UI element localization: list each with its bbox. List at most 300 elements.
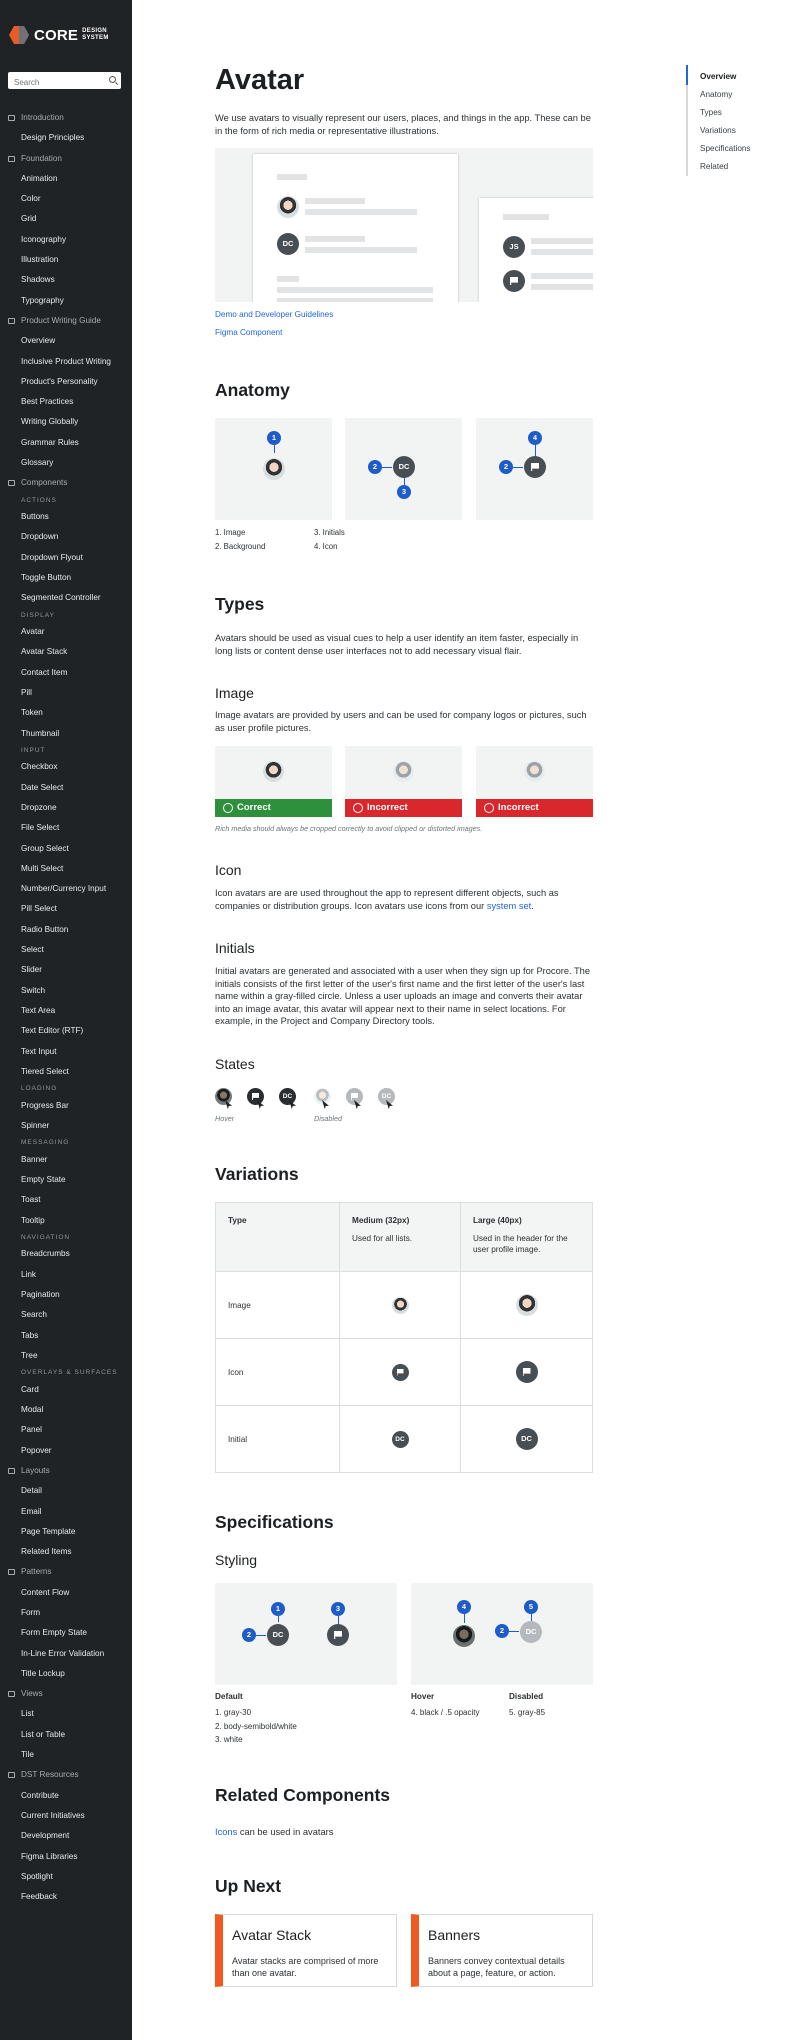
anatomy-image-tile xyxy=(215,418,332,520)
states-hover-caption: Hover xyxy=(215,1114,235,1123)
sidebar-label: Radio Button xyxy=(21,924,69,934)
incorrect-label-1 xyxy=(345,799,462,817)
sidebar-item-detail[interactable] xyxy=(0,1481,132,1501)
sidebar-item-panel[interactable] xyxy=(0,1420,132,1440)
check-circle-icon xyxy=(223,803,233,813)
sidebar-label: Modal xyxy=(21,1405,44,1415)
sidebar-label: Glossary xyxy=(21,458,54,468)
sidebar-label: Empty State xyxy=(21,1175,66,1185)
sidebar-item-toggle-button[interactable] xyxy=(0,568,132,588)
hero-avatar-icon xyxy=(503,270,525,292)
icon-desc-text: Icon avatars are are used throughout the app to represent different objects, such as companies or distribution groups. Icon avatars use icons from our xyxy=(215,888,559,911)
next-card-banners[interactable] xyxy=(411,1914,593,1987)
sidebar-group-label xyxy=(0,1136,132,1150)
sidebar-item-avatar-stack[interactable] xyxy=(0,642,132,662)
sidebar-item-buttons[interactable] xyxy=(0,507,132,527)
sidebar-label: Related Items xyxy=(21,1547,72,1557)
spec-marker-5: 5 xyxy=(524,1600,538,1614)
table-row xyxy=(216,1272,593,1339)
sidebar-label: Pill xyxy=(21,688,32,698)
sidebar-item-content-flow[interactable] xyxy=(0,1583,132,1603)
incorrect-label-2 xyxy=(476,799,593,817)
sidebar-nav xyxy=(0,108,132,1907)
spec-marker-2c: 2 xyxy=(495,1624,509,1638)
spec-default-list xyxy=(215,1706,297,1747)
toc-item-types[interactable]: Types xyxy=(700,108,722,117)
anatomy-legend-4: 4. Icon xyxy=(314,542,338,551)
sidebar-label: Title Lockup xyxy=(21,1668,65,1678)
sidebar-item-in-line-error-validation[interactable] xyxy=(0,1644,132,1664)
logo-sub-line1: DESIGN xyxy=(82,28,107,34)
sidebar-label: Number/Currency Input xyxy=(21,884,107,894)
sidebar-label: Toast xyxy=(21,1195,41,1205)
sidebar-label: Figma Libraries xyxy=(21,1851,78,1861)
sidebar-item-email[interactable] xyxy=(0,1502,132,1522)
toc-item-variations[interactable]: Variations xyxy=(700,126,736,135)
cell-icon-medium xyxy=(340,1339,461,1406)
spec-default-item-3: 3. white xyxy=(215,1735,243,1744)
hero-avatar-photo xyxy=(277,196,299,218)
spec-marker-1: 1 xyxy=(271,1602,285,1616)
sidebar-group-label xyxy=(0,609,132,623)
hero-card-right xyxy=(479,198,593,302)
spec-hover-label: Hover xyxy=(411,1692,435,1701)
sidebar-label: Color xyxy=(21,194,41,204)
anatomy-marker-2: 2 xyxy=(368,460,382,474)
sidebar-label: Popover xyxy=(21,1445,52,1455)
sidebar-item-checkbox[interactable] xyxy=(0,757,132,777)
sidebar-label: Typography xyxy=(21,295,64,305)
avatar-photo-incorrect-2 xyxy=(524,761,545,782)
sidebar-label: List or Table xyxy=(21,1729,65,1739)
prohibit-icon xyxy=(484,803,494,813)
anatomy-legend-3: 3. Initials xyxy=(314,528,345,537)
sidebar-label: Spotlight xyxy=(21,1871,53,1881)
sidebar-item-multi-select[interactable] xyxy=(0,859,132,879)
sidebar-label: INPUT xyxy=(21,746,46,754)
sidebar-label: Checkbox xyxy=(21,762,58,772)
flag-icon xyxy=(510,277,518,285)
sidebar-label: Search xyxy=(21,1310,47,1320)
sidebar-item-token[interactable] xyxy=(0,703,132,723)
sidebar-item-toast[interactable] xyxy=(0,1190,132,1210)
sidebar-item-typography[interactable] xyxy=(0,291,132,311)
correct-text: Correct xyxy=(237,802,271,813)
sidebar-item-empty-state[interactable] xyxy=(0,1170,132,1190)
initials-description: Initial avatars are generated and associated with a user when they sign up for Procore. The initials consists of the first letter of the user's first name and the first letter of the user's last name within a gray-filled circle. Unless a user uploads an image and converts their avatar into an image avatar, this avatar will appear next to their name in select locations. For example, in the Project and Company Directory tools. xyxy=(215,966,591,1026)
sidebar-label: Patterns xyxy=(21,1567,52,1577)
sidebar-group-label xyxy=(0,1082,132,1096)
spec-marker-3: 3 xyxy=(331,1602,345,1616)
sidebar-item-writing-globally[interactable] xyxy=(0,412,132,432)
sidebar-item-radio-button[interactable] xyxy=(0,920,132,940)
cell-image-large xyxy=(461,1272,593,1339)
sidebar-label: Dropdown xyxy=(21,532,59,542)
sidebar-item-select[interactable] xyxy=(0,940,132,960)
hero-avatar-initials: DC xyxy=(277,233,299,255)
anatomy-marker-3: 3 xyxy=(397,485,411,499)
sidebar-item-group-select[interactable] xyxy=(0,839,132,859)
sidebar-label: Slider xyxy=(21,965,42,975)
sidebar-item-iconography[interactable] xyxy=(0,230,132,250)
sidebar-label: Text Editor (RTF) xyxy=(21,1026,84,1036)
sidebar-item-modal[interactable] xyxy=(0,1400,132,1420)
sidebar-group-label xyxy=(0,1231,132,1245)
sidebar-item-search[interactable] xyxy=(0,1305,132,1325)
sidebar-label: DST Resources xyxy=(21,1770,79,1780)
spec-states-tile xyxy=(411,1583,593,1685)
flag-icon xyxy=(351,1093,358,1100)
icon-description xyxy=(215,887,595,912)
sidebar-item-text-input[interactable] xyxy=(0,1042,132,1062)
sidebar-item-pill-select[interactable] xyxy=(0,899,132,919)
flag-icon xyxy=(397,1369,404,1376)
sidebar-label: Thumbnail xyxy=(21,728,60,738)
col-medium-sub: Used for all lists. xyxy=(352,1234,413,1243)
spec-marker-4: 4 xyxy=(457,1600,471,1614)
sidebar-label: Tiered Select xyxy=(21,1066,69,1076)
image-caption: Rich media should always be cropped correctly to avoid clipped or distorted images. xyxy=(215,824,483,833)
icon-subheading: Icon xyxy=(215,862,242,878)
sidebar-item-figma-libraries[interactable] xyxy=(0,1847,132,1867)
sidebar-label: Views xyxy=(21,1689,43,1699)
toc-item-specifications[interactable]: Specifications xyxy=(700,144,751,153)
spec-avatar-hover xyxy=(453,1625,475,1647)
sidebar-label: Dropzone xyxy=(21,803,57,812)
next-card-avatar-stack[interactable] xyxy=(215,1914,397,1987)
sidebar-label: Form Empty State xyxy=(21,1628,87,1638)
flag-icon xyxy=(523,1368,531,1376)
search-icon[interactable] xyxy=(109,76,116,83)
spec-default-item-2: 2. body-semibold/white xyxy=(215,1721,297,1731)
col-large-sub: Used in the header for the user profile image. xyxy=(473,1234,568,1254)
sidebar-label: Date Select xyxy=(21,782,64,792)
sidebar-item-breadcrumbs[interactable] xyxy=(0,1244,132,1264)
sidebar-label: Layouts xyxy=(21,1465,50,1475)
sidebar-label: Breadcrumbs xyxy=(21,1249,70,1259)
sidebar-label: Multi Select xyxy=(21,863,64,873)
sidebar-label: Avatar xyxy=(21,627,45,637)
sidebar-label: Animation xyxy=(21,173,58,183)
sidebar-section-layouts[interactable] xyxy=(0,1461,132,1481)
sidebar-item-feedback[interactable] xyxy=(0,1887,132,1907)
flag-icon xyxy=(252,1093,259,1100)
hero-avatar-js: JS xyxy=(503,236,525,258)
demo-guidelines-link[interactable]: Demo and Developer Guidelines xyxy=(215,310,334,319)
folder-icon xyxy=(8,1772,15,1778)
sidebar-label: Tree xyxy=(21,1350,38,1360)
system-set-link[interactable]: system set xyxy=(486,900,532,911)
sidebar-item-banner[interactable] xyxy=(0,1150,132,1170)
cell-initial-large xyxy=(461,1406,593,1473)
cell-image-medium xyxy=(340,1272,461,1339)
next-card-description: Banners convey contextual details about a page, feature, or action. xyxy=(428,1956,565,1978)
logo-sub-line2: SYSTEM xyxy=(82,35,109,41)
sidebar-item-switch[interactable] xyxy=(0,981,132,1001)
sidebar-label: Detail xyxy=(21,1486,42,1496)
spec-avatar-initials: DC xyxy=(267,1624,289,1646)
spec-default-label: Default xyxy=(215,1692,243,1701)
spec-hover-item: 4. black / .5 opacity xyxy=(411,1708,480,1717)
sidebar-item-shadows[interactable] xyxy=(0,270,132,290)
col-medium-label: Medium (32px) xyxy=(352,1216,410,1225)
sidebar-item-tabs[interactable] xyxy=(0,1326,132,1346)
sidebar-item-spinner[interactable] xyxy=(0,1116,132,1136)
sidebar-label: Token xyxy=(21,708,43,718)
sidebar-item-pagination[interactable] xyxy=(0,1285,132,1305)
correct-label xyxy=(215,799,332,817)
spec-default-item-1: 1. gray-30 xyxy=(215,1708,252,1717)
sidebar-item-best-practices[interactable] xyxy=(0,392,132,412)
state-disabled-photo xyxy=(314,1088,331,1105)
types-heading: Types xyxy=(215,594,265,614)
row-label-image: Image xyxy=(216,1272,340,1339)
image-subheading: Image xyxy=(215,685,254,701)
sidebar-label: Illustration xyxy=(21,255,59,265)
sidebar-label: Tile xyxy=(21,1750,34,1760)
sidebar-label: Avatar Stack xyxy=(21,647,68,657)
sidebar-item-tooltip[interactable] xyxy=(0,1211,132,1231)
spec-avatar-icon xyxy=(327,1624,349,1646)
sidebar-label: Text Input xyxy=(21,1046,57,1056)
sidebar-item-dropzone[interactable] xyxy=(0,798,132,818)
sidebar-label: Contact Item xyxy=(21,667,68,677)
flag-icon xyxy=(531,463,539,471)
next-card-title: Avatar Stack xyxy=(232,1927,312,1943)
sidebar-label: Contribute xyxy=(21,1790,59,1800)
cell-icon-large xyxy=(461,1339,593,1406)
sidebar-item-product-s-personality[interactable] xyxy=(0,372,132,392)
sidebar-label: Text Area xyxy=(21,1005,56,1015)
sidebar-label: Introduction xyxy=(21,113,64,122)
col-large-label: Large (40px) xyxy=(473,1216,522,1225)
sidebar-item-development[interactable] xyxy=(0,1826,132,1846)
spec-default-tile xyxy=(215,1583,397,1685)
sidebar-label: Banner xyxy=(21,1154,48,1164)
core-logo[interactable] xyxy=(9,26,109,44)
icon-desc-end: . xyxy=(531,900,534,911)
sidebar-item-card[interactable] xyxy=(0,1380,132,1400)
sidebar-item-illustration[interactable] xyxy=(0,250,132,270)
table-header-row xyxy=(216,1203,593,1272)
hexagon-logo-icon xyxy=(9,26,29,44)
up-next-heading: Up Next xyxy=(215,1876,282,1896)
sidebar-item-spotlight[interactable] xyxy=(0,1867,132,1887)
variations-table xyxy=(215,1202,593,1473)
sidebar-label: Page Template xyxy=(21,1526,76,1536)
sidebar-item-number-currency-input[interactable] xyxy=(0,879,132,899)
sidebar-item-animation[interactable] xyxy=(0,169,132,189)
toc-item-related[interactable]: Related xyxy=(700,162,729,171)
flag-icon xyxy=(334,1631,342,1639)
sidebar-item-related-items[interactable] xyxy=(0,1542,132,1562)
col-large xyxy=(461,1203,593,1272)
sidebar-label: Spinner xyxy=(21,1120,50,1130)
sidebar-item-dropdown[interactable] xyxy=(0,527,132,547)
sidebar-item-text-area[interactable] xyxy=(0,1001,132,1021)
spec-disabled-label: Disabled xyxy=(509,1692,544,1701)
sidebar-item-segmented-controller[interactable] xyxy=(0,588,132,608)
grid-icon xyxy=(8,1569,15,1575)
sidebar-item-dropdown-flyout[interactable] xyxy=(0,548,132,568)
sidebar-label: LOADING xyxy=(21,1085,58,1093)
avatar-icon-medium xyxy=(392,1364,409,1381)
anatomy-avatar-icon xyxy=(524,456,546,478)
sidebar-label: Overview xyxy=(21,336,56,346)
hero-card-left xyxy=(253,154,458,302)
sidebar-section-foundation[interactable] xyxy=(0,149,132,169)
state-hover-photo xyxy=(215,1088,232,1105)
figma-component-link[interactable]: Figma Component xyxy=(215,328,283,337)
sidebar-item-grammar-rules[interactable] xyxy=(0,433,132,453)
sidebar-label: Content Flow xyxy=(21,1587,70,1597)
icons-link[interactable]: Icons xyxy=(215,1827,238,1837)
toc-item-overview[interactable]: Overview xyxy=(688,68,751,86)
sidebar-item-current-initiatives[interactable] xyxy=(0,1806,132,1826)
sidebar-label: Buttons xyxy=(21,512,49,522)
sidebar-item-grid[interactable] xyxy=(0,209,132,229)
sidebar-label: Best Practices xyxy=(21,397,74,407)
states-disabled-caption: Disabled xyxy=(314,1114,342,1123)
sidebar-item-list-or-table[interactable] xyxy=(0,1725,132,1745)
sidebar-item-date-select[interactable] xyxy=(0,778,132,798)
sidebar-group-label xyxy=(0,744,132,758)
avatar-icon-large xyxy=(516,1361,538,1383)
sidebar-label: Switch xyxy=(21,985,46,995)
sidebar-section-introduction[interactable] xyxy=(0,108,132,128)
logo-subtext xyxy=(82,28,108,42)
sidebar-group-label xyxy=(0,494,132,508)
sidebar-label: Iconography xyxy=(21,234,67,244)
sidebar-label: Segmented Controller xyxy=(21,593,101,603)
states-subheading: States xyxy=(215,1056,255,1072)
sidebar-label: Foundation xyxy=(21,153,62,163)
row-label-icon: Icon xyxy=(216,1339,340,1406)
pencil-icon xyxy=(8,318,15,324)
sidebar-label: Dropdown Flyout xyxy=(21,552,83,562)
sidebar-item-contribute[interactable] xyxy=(0,1786,132,1806)
sidebar-section-components[interactable] xyxy=(0,473,132,493)
sidebar-label: Feedback xyxy=(21,1892,57,1902)
sidebar-section-product-writing-guide[interactable] xyxy=(0,311,132,331)
sidebar-item-design-principles[interactable] xyxy=(0,128,132,148)
sidebar-label: Email xyxy=(21,1506,42,1516)
image-description: Image avatars are provided by users and can be used for company logos or pictures, such as user profile pictures. xyxy=(215,710,587,733)
sidebar-item-avatar[interactable] xyxy=(0,622,132,642)
cell-initial-medium xyxy=(340,1406,461,1473)
types-description: Avatars should be used as visual cues to help a user identify an item faster, especially in long lists or content dense user interfaces not to add necessary visual flair. xyxy=(215,633,579,656)
spec-marker-2: 2 xyxy=(242,1628,256,1642)
sidebar-item-text-editor-rtf-[interactable] xyxy=(0,1021,132,1041)
sidebar-section-dst-resources[interactable] xyxy=(0,1765,132,1785)
sidebar xyxy=(0,0,132,2040)
sidebar-item-title-lockup[interactable] xyxy=(0,1664,132,1684)
state-hover-icon xyxy=(247,1088,264,1105)
intro-text: We use avatars to visually represent our users, places, and things in the app. These can be in the form of rich media or representative illustrations. xyxy=(215,113,591,136)
sidebar-section-patterns[interactable] xyxy=(0,1562,132,1582)
layers-icon xyxy=(8,156,15,162)
sidebar-item-slider[interactable] xyxy=(0,960,132,980)
anatomy-icon-tile xyxy=(476,418,593,520)
sidebar-label: Link xyxy=(21,1269,37,1279)
book-icon xyxy=(8,115,15,121)
sidebar-item-popover[interactable] xyxy=(0,1441,132,1461)
anatomy-marker-2b: 2 xyxy=(499,460,513,474)
sidebar-label: Form xyxy=(21,1607,41,1617)
avatar-photo-incorrect-1 xyxy=(393,761,414,782)
image-incorrect-tile-1 xyxy=(345,746,462,817)
sidebar-item-tile[interactable] xyxy=(0,1745,132,1765)
col-medium xyxy=(340,1203,461,1272)
sidebar-label: Grid xyxy=(21,214,37,224)
anatomy-marker-4: 4 xyxy=(528,431,542,445)
sidebar-item-link[interactable] xyxy=(0,1265,132,1285)
initials-subheading: Initials xyxy=(215,940,255,956)
sidebar-label: Card xyxy=(21,1384,39,1394)
sidebar-label: Inclusive Product Writing xyxy=(21,356,111,366)
sidebar-item-thumbnail[interactable] xyxy=(0,724,132,744)
sidebar-label: In-Line Error Validation xyxy=(21,1648,105,1658)
sidebar-label: Grammar Rules xyxy=(21,437,79,447)
avatar-photo-correct xyxy=(263,761,284,782)
sidebar-item-tree[interactable] xyxy=(0,1346,132,1366)
sidebar-item-inclusive-product-writing[interactable] xyxy=(0,352,132,372)
sidebar-item-overview[interactable] xyxy=(0,331,132,351)
sidebar-label: Pagination xyxy=(21,1290,60,1300)
sidebar-section-views[interactable] xyxy=(0,1684,132,1704)
search-input[interactable] xyxy=(8,74,104,91)
sidebar-label: Toggle Button xyxy=(21,573,72,583)
sidebar-label: File Select xyxy=(21,823,60,833)
image-correct-tile xyxy=(215,746,332,817)
anatomy-avatar-photo xyxy=(263,458,285,480)
sidebar-item-progress-bar[interactable] xyxy=(0,1096,132,1116)
sidebar-item-form[interactable] xyxy=(0,1603,132,1623)
layout-icon xyxy=(8,1468,15,1474)
anatomy-legend-2: 2. Background xyxy=(215,542,266,551)
state-disabled-initials: DC xyxy=(378,1088,395,1105)
sidebar-item-file-select[interactable] xyxy=(0,818,132,838)
sidebar-item-pill[interactable] xyxy=(0,683,132,703)
sidebar-item-tiered-select[interactable] xyxy=(0,1062,132,1082)
image-incorrect-tile-2 xyxy=(476,746,593,817)
state-hover-initials: DC xyxy=(279,1088,296,1105)
sidebar-label: List xyxy=(21,1709,34,1719)
logo-text: CORE xyxy=(34,26,79,44)
sidebar-item-form-empty-state[interactable] xyxy=(0,1623,132,1643)
related-text xyxy=(215,1826,595,1839)
sidebar-item-glossary[interactable] xyxy=(0,453,132,473)
anatomy-marker-1: 1 xyxy=(267,431,281,445)
styling-subheading: Styling xyxy=(215,1552,258,1568)
sidebar-item-color[interactable] xyxy=(0,189,132,209)
col-type xyxy=(216,1203,340,1272)
sidebar-label: Current Initiatives xyxy=(21,1810,85,1820)
avatar-initial-large: DC xyxy=(516,1428,538,1450)
spec-avatar-disabled: DC xyxy=(520,1621,542,1643)
next-card-description: Avatar stacks are comprised of more than one avatar. xyxy=(232,1956,379,1978)
sidebar-label: MESSAGING xyxy=(21,1139,70,1147)
sidebar-label: Pill Select xyxy=(21,904,57,914)
sidebar-item-list[interactable] xyxy=(0,1704,132,1724)
page-title: Avatar xyxy=(215,64,305,96)
toc-item-anatomy[interactable]: Anatomy xyxy=(700,90,733,99)
sidebar-item-page-template[interactable] xyxy=(0,1522,132,1542)
table-of-contents xyxy=(686,68,751,176)
sidebar-item-contact-item[interactable] xyxy=(0,663,132,683)
sidebar-label: Progress Bar xyxy=(21,1100,69,1110)
sidebar-label: Panel xyxy=(21,1425,42,1435)
